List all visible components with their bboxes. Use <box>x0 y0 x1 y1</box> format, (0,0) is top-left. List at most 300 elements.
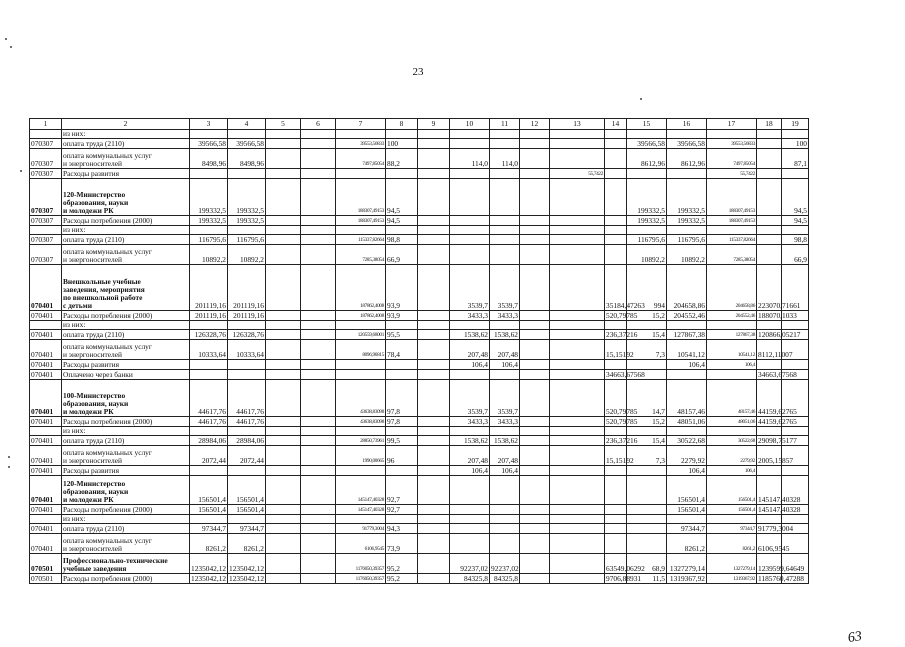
value-cell: 78,4 <box>386 340 418 360</box>
value-cell: 145147,40328 <box>336 476 386 505</box>
value-cell: 207,48 <box>450 446 490 466</box>
value-cell <box>301 340 336 360</box>
value-cell: 6106,9545 <box>757 534 782 554</box>
name-cell: 120-Министерство образования, науки и молодежи РК <box>62 179 190 216</box>
code-cell: 070401 <box>30 370 62 380</box>
value-cell: 1538,62 <box>490 436 520 446</box>
value-cell: 48157,46 <box>667 380 707 417</box>
value-cell: 106,4 <box>450 466 490 476</box>
value-cell: 39566,58 <box>627 139 667 149</box>
name-cell: оплата коммунальных услуг и энергоносителей <box>62 149 190 169</box>
scan-speck <box>5 38 7 40</box>
table-row <box>30 340 809 360</box>
value-cell: 8261,2 <box>707 534 757 554</box>
handwritten-page-mark: 63 <box>846 629 863 646</box>
value-cell <box>301 149 336 169</box>
code-cell: 070401 <box>30 417 62 427</box>
value-cell: 68,9 <box>627 554 667 574</box>
value-cell <box>418 515 450 524</box>
value-cell <box>418 179 450 216</box>
value-cell <box>757 245 782 265</box>
value-cell <box>418 311 450 321</box>
value-cell: 8612,96 <box>627 149 667 169</box>
column-header: 10 <box>450 119 490 130</box>
value-cell <box>707 321 757 330</box>
name-cell: из них: <box>62 427 190 436</box>
value-cell: 28984,06 <box>228 436 266 446</box>
value-cell <box>301 139 336 149</box>
value-cell <box>450 216 490 226</box>
value-cell <box>490 169 520 179</box>
column-header: 19 <box>782 119 809 130</box>
page-number: 23 <box>412 66 424 78</box>
value-cell: 156501,4 <box>707 476 757 505</box>
value-cell: 188070,1033 <box>758 311 797 320</box>
value-cell <box>550 515 605 524</box>
value-cell <box>520 524 550 534</box>
value-cell <box>757 466 782 476</box>
value-cell <box>301 436 336 446</box>
value-cell <box>418 524 450 534</box>
value-cell: 116795,6 <box>667 235 707 245</box>
value-cell <box>757 149 782 169</box>
value-cell: 199332,5 <box>627 216 667 226</box>
value-cell <box>301 235 336 245</box>
value-cell: 1176050,39357 <box>336 574 386 584</box>
value-cell <box>627 534 667 554</box>
value-cell: 44617,76 <box>228 380 266 417</box>
table-row <box>30 321 809 330</box>
value-cell <box>266 380 301 417</box>
value-cell: 48157,46 <box>707 380 757 417</box>
name-cell: Расходы развития <box>62 360 190 370</box>
value-cell: 8498,96 <box>190 149 228 169</box>
value-cell: 1319367,92 <box>707 574 757 584</box>
table-row <box>30 554 809 574</box>
name-cell: Расходы развития <box>62 169 190 179</box>
column-header: 3 <box>190 119 228 130</box>
value-cell: 91779,3004 <box>758 524 794 533</box>
value-cell: 156501,4 <box>228 505 266 515</box>
value-cell <box>301 265 336 311</box>
code-cell: 070401 <box>30 476 62 505</box>
value-cell <box>418 226 450 235</box>
value-cell <box>707 370 757 380</box>
value-cell <box>450 370 490 380</box>
column-header: 2 <box>62 119 190 130</box>
value-cell: 156501,4 <box>228 476 266 505</box>
value-cell: 201119,16 <box>190 265 228 311</box>
value-cell <box>757 226 782 235</box>
value-cell <box>550 380 605 417</box>
value-cell <box>301 534 336 554</box>
value-cell <box>490 216 520 226</box>
value-cell <box>550 534 605 554</box>
value-cell: 35184,47263 <box>605 265 627 311</box>
value-cell <box>450 427 490 436</box>
value-cell <box>605 476 627 505</box>
value-cell: 145147,40328 <box>757 476 782 505</box>
value-cell: 29098,75177 <box>758 436 797 445</box>
value-cell: 1327279,14 <box>667 554 707 574</box>
value-cell: 39553,56833 <box>707 139 757 149</box>
value-cell <box>550 417 605 427</box>
value-cell: 1319367,92 <box>667 574 707 584</box>
code-cell: 070401 <box>30 330 62 340</box>
table-row <box>30 265 809 311</box>
value-cell: 55,7422 <box>550 169 605 179</box>
value-cell <box>757 139 782 149</box>
value-cell <box>707 427 757 436</box>
value-cell: 15,4 <box>627 436 667 446</box>
value-cell: 1235042,12 <box>191 574 227 583</box>
code-cell: 070307 <box>30 235 62 245</box>
value-cell <box>301 446 336 466</box>
value-cell <box>667 130 707 139</box>
value-cell: 127867,38 <box>667 330 707 340</box>
code-cell: 070307 <box>30 169 62 179</box>
value-cell: 39566,58 <box>228 139 266 149</box>
value-cell: 1538,62 <box>450 436 490 446</box>
value-cell: 10892,2 <box>228 245 266 265</box>
value-cell: 156501,4 <box>667 505 707 515</box>
value-cell <box>667 321 707 330</box>
value-cell <box>520 330 550 340</box>
value-cell: 2279,92 <box>707 446 757 466</box>
value-cell <box>605 149 627 169</box>
value-cell <box>336 226 386 235</box>
value-cell: 126328,76 <box>190 330 228 340</box>
value-cell <box>782 360 809 370</box>
value-cell <box>266 139 301 149</box>
value-cell: 3539,7 <box>490 265 520 311</box>
code-cell: 070401 <box>30 524 62 534</box>
value-cell <box>228 427 266 436</box>
value-cell <box>301 130 336 139</box>
column-header: 11 <box>490 119 520 130</box>
value-cell: 236,37216 <box>606 436 638 445</box>
code-cell: 070501 <box>30 574 62 584</box>
value-cell <box>520 149 550 169</box>
value-cell <box>490 524 520 534</box>
value-cell <box>490 515 520 524</box>
code-cell: 070401 <box>30 360 62 370</box>
table-row <box>30 446 809 466</box>
value-cell: 100 <box>782 139 809 149</box>
value-cell: 73,9 <box>386 534 418 554</box>
value-cell: 95,2 <box>386 574 418 584</box>
value-cell: 3433,3 <box>450 417 490 427</box>
value-cell: 201119,16 <box>190 311 228 321</box>
value-cell <box>605 515 627 524</box>
value-cell <box>336 321 386 330</box>
value-cell <box>782 515 809 524</box>
value-cell <box>605 245 627 265</box>
value-cell <box>667 515 707 524</box>
value-cell <box>418 235 450 245</box>
value-cell: 188307,49153 <box>336 216 386 226</box>
value-cell: 8612,96 <box>667 149 707 169</box>
value-cell <box>550 321 605 330</box>
value-cell <box>266 554 301 574</box>
value-cell <box>550 476 605 505</box>
table-row <box>30 235 809 245</box>
value-cell <box>336 427 386 436</box>
value-cell <box>550 179 605 216</box>
table-body <box>30 130 809 584</box>
value-cell <box>550 265 605 311</box>
value-cell <box>418 265 450 311</box>
value-cell: 1235042,12 <box>228 554 266 574</box>
value-cell: 1327279,14 <box>707 554 757 574</box>
value-cell <box>228 466 266 476</box>
value-cell <box>301 245 336 265</box>
column-header: 5 <box>266 119 301 130</box>
value-cell <box>520 311 550 321</box>
value-cell <box>605 321 627 330</box>
scan-speck <box>640 98 642 100</box>
column-header: 12 <box>520 119 550 130</box>
value-cell: 520,79785 <box>606 417 638 426</box>
name-cell: из них: <box>62 515 190 524</box>
value-cell <box>336 515 386 524</box>
value-cell <box>550 245 605 265</box>
value-cell <box>520 216 550 226</box>
value-cell: 8498,96 <box>228 149 266 169</box>
value-cell: 10541,12 <box>707 340 757 360</box>
value-cell <box>228 169 266 179</box>
value-cell <box>266 417 301 427</box>
value-cell <box>418 436 450 446</box>
budget-table <box>29 118 809 584</box>
value-cell <box>450 245 490 265</box>
value-cell <box>550 340 605 360</box>
value-cell: 10892,2 <box>667 245 707 265</box>
value-cell <box>266 476 301 505</box>
name-cell: Внешкольные учебные заведения, мероприятия по внешкольной работе с детьми <box>62 265 190 311</box>
value-cell <box>386 370 418 380</box>
value-cell: 7497,85054 <box>336 149 386 169</box>
value-cell <box>520 446 550 466</box>
value-cell <box>627 427 667 436</box>
value-cell <box>418 534 450 554</box>
table-row <box>30 139 809 149</box>
value-cell <box>386 321 418 330</box>
value-cell: 1239599,64649 <box>757 554 782 574</box>
name-cell: Оплачено через банки <box>62 370 190 380</box>
value-cell <box>520 245 550 265</box>
column-header: 18 <box>757 119 782 130</box>
value-cell: 145147,40328 <box>758 505 801 514</box>
table-row <box>30 311 809 321</box>
table-row <box>30 169 809 179</box>
value-cell <box>266 505 301 515</box>
value-cell: 99,5 <box>386 436 418 446</box>
value-cell: 520,79785 <box>606 311 638 320</box>
value-cell: 44617,76 <box>228 417 266 427</box>
code-cell: 070401 <box>30 466 62 476</box>
value-cell <box>190 515 228 524</box>
table-row <box>30 427 809 436</box>
value-cell <box>190 321 228 330</box>
value-cell <box>301 427 336 436</box>
value-cell: 1538,62 <box>490 330 520 340</box>
value-cell <box>301 226 336 235</box>
column-header: 1 <box>30 119 62 130</box>
value-cell <box>266 574 301 584</box>
value-cell <box>757 321 782 330</box>
value-cell <box>490 139 520 149</box>
value-cell: 8112,11007 <box>757 340 782 360</box>
value-cell <box>550 436 605 446</box>
value-cell <box>386 427 418 436</box>
value-cell <box>490 130 520 139</box>
value-cell: 63549,06292 <box>605 554 627 574</box>
value-cell: 199332,5 <box>667 179 707 216</box>
column-header: 6 <box>301 119 336 130</box>
value-cell <box>520 360 550 370</box>
code-cell <box>30 226 62 235</box>
name-cell: Расходы потребления (2000) <box>62 574 190 584</box>
table-row <box>30 505 809 515</box>
value-cell <box>490 179 520 216</box>
value-cell <box>667 370 707 380</box>
value-cell: 204552,46 <box>667 311 707 321</box>
value-cell <box>605 505 627 515</box>
value-cell: 126328,76 <box>228 330 266 340</box>
name-cell: оплата труда (2110) <box>62 330 190 340</box>
name-cell: оплата коммунальных услуг и энергоносителей <box>62 534 190 554</box>
value-cell <box>450 524 490 534</box>
value-cell <box>266 130 301 139</box>
value-cell <box>550 524 605 534</box>
value-cell <box>301 476 336 505</box>
code-cell <box>30 130 62 139</box>
value-cell <box>266 226 301 235</box>
code-cell: 070307 <box>30 139 62 149</box>
value-cell: 2072,44 <box>228 446 266 466</box>
value-cell <box>386 515 418 524</box>
value-cell: 6106,9545 <box>336 534 386 554</box>
value-cell <box>550 149 605 169</box>
value-cell: 10892,2 <box>627 245 667 265</box>
value-cell <box>520 265 550 311</box>
value-cell: 188307,49153 <box>707 216 757 226</box>
value-cell: 97,8 <box>386 417 418 427</box>
value-cell <box>450 235 490 245</box>
value-cell: 97344,7 <box>667 524 707 534</box>
value-cell <box>418 340 450 360</box>
value-cell: 43638,83098 <box>336 380 386 417</box>
value-cell <box>605 524 627 534</box>
value-cell <box>386 169 418 179</box>
value-cell: 199332,5 <box>667 216 707 226</box>
name-cell: из них: <box>62 226 190 235</box>
value-cell: 7,3 <box>627 446 667 466</box>
value-cell <box>450 226 490 235</box>
value-cell <box>190 169 228 179</box>
name-cell: Расходы развития <box>62 466 190 476</box>
value-cell <box>266 370 301 380</box>
name-cell: Профессионально-технические учебные заведения <box>62 554 190 574</box>
scan-speck <box>8 456 10 458</box>
value-cell: 96 <box>386 446 418 466</box>
value-cell <box>266 360 301 370</box>
value-cell <box>757 216 782 226</box>
value-cell: 94,5 <box>782 216 809 226</box>
column-header: 4 <box>228 119 266 130</box>
table-row <box>30 515 809 524</box>
value-cell <box>450 476 490 505</box>
value-cell <box>667 226 707 235</box>
value-cell <box>450 321 490 330</box>
column-header: 8 <box>386 119 418 130</box>
value-cell <box>336 130 386 139</box>
code-cell: 070401 <box>30 311 62 321</box>
value-cell <box>336 360 386 370</box>
value-cell: 97344,7 <box>228 524 266 534</box>
name-cell: Расходы потребления (2000) <box>62 505 190 515</box>
scan-speck <box>10 46 12 48</box>
table-row <box>30 380 809 417</box>
value-cell <box>627 505 667 515</box>
value-cell <box>301 380 336 417</box>
value-cell <box>520 169 550 179</box>
value-cell: 236,37216 <box>606 330 638 339</box>
name-cell: оплата коммунальных услуг и энергоносителей <box>62 340 190 360</box>
value-cell: 3433,3 <box>490 417 520 427</box>
value-cell: 127867,38 <box>707 330 757 340</box>
value-cell <box>520 139 550 149</box>
value-cell <box>266 340 301 360</box>
column-header: 13 <box>550 119 605 130</box>
value-cell <box>418 149 450 169</box>
value-cell <box>301 524 336 534</box>
value-cell <box>301 466 336 476</box>
column-header: 15 <box>627 119 667 130</box>
table-row <box>30 476 809 505</box>
value-cell: 94,5 <box>386 216 418 226</box>
table-row <box>30 524 809 534</box>
value-cell: 201119,16 <box>228 265 266 311</box>
value-cell <box>450 505 490 515</box>
value-cell <box>266 330 301 340</box>
value-cell <box>520 554 550 574</box>
value-cell <box>490 226 520 235</box>
value-cell: 97,8 <box>386 380 418 417</box>
value-cell: 187862,4008 <box>336 311 386 321</box>
code-cell: 070401 <box>30 265 62 311</box>
value-cell: 97344,7 <box>190 524 228 534</box>
value-cell: 88,2 <box>386 149 418 169</box>
value-cell: 199332,5 <box>190 216 228 226</box>
value-cell: 156501,4 <box>190 476 228 505</box>
value-cell <box>266 216 301 226</box>
value-cell: 199332,5 <box>228 216 266 226</box>
code-cell <box>30 427 62 436</box>
value-cell <box>418 574 450 584</box>
value-cell: 3433,3 <box>450 311 490 321</box>
value-cell <box>605 139 627 149</box>
value-cell: 94,5 <box>782 179 809 216</box>
value-cell: 116795,6 <box>190 235 228 245</box>
code-cell: 070401 <box>30 534 62 554</box>
value-cell <box>520 179 550 216</box>
value-cell <box>520 476 550 505</box>
name-cell: Расходы потребления (2000) <box>62 216 190 226</box>
value-cell <box>490 235 520 245</box>
value-cell: 10333,64 <box>190 340 228 360</box>
